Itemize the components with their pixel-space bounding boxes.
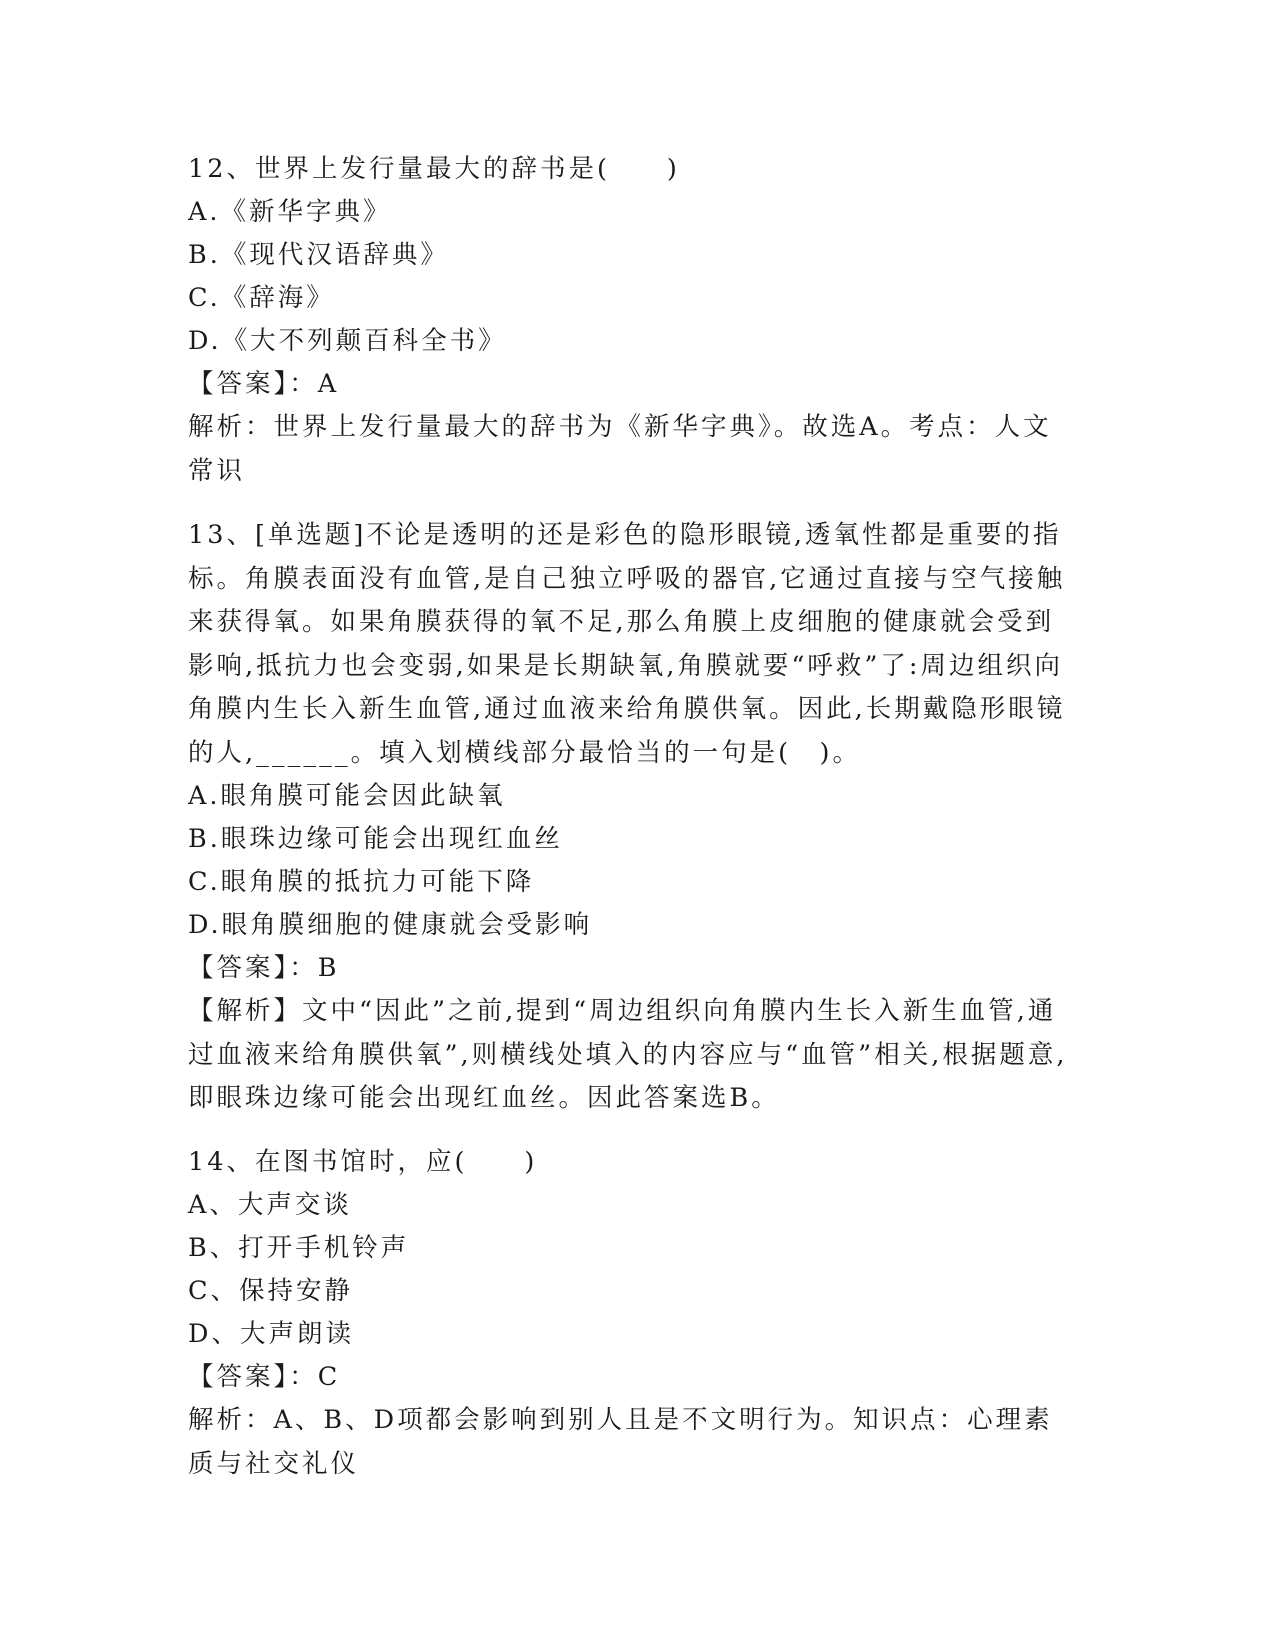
option-d: D.眼角膜细胞的健康就会受影响 [188,910,593,940]
analysis: 【解析】文中“因此”之前,提到“周边组织向角膜内生长入新生血管,通过血液来给角膜供氧”,则横线处填入的内容应与“血管”相关,根据题意,即眼珠边缘可能会出现红血丝。因此答案选B。 [188,996,1068,1113]
option-c: C.眼角膜的抵抗力可能下降 [188,867,535,897]
question-12 [188,148,1078,493]
option-c: C.《辞海》 [188,283,335,313]
option-a: A、大声交谈 [188,1190,352,1220]
question-14 [188,1141,1078,1486]
option-b: B、打开手机铃声 [188,1233,410,1263]
analysis: 解析：A、B、D项都会影响到别人且是不文明行为。知识点：心理素质与社交礼仪 [188,1405,1053,1479]
analysis: 解析：世界上发行量最大的辞书为《新华字典》。故选A。考点：人文常识 [188,412,1052,486]
answer: 【答案】：A [188,369,340,399]
question-stem: 13、[单选题]不论是透明的还是彩色的隐形眼镜,透氧性都是重要的指标。角膜表面没有血管,是自己独立呼吸的器官,它通过直接与空气接触来获得氧。如果角膜获得的氧不足,那么角膜上皮细胞的健康就会受到影响,抵抗力也会变弱,如果是长期缺氧,角膜就要“呼救”了:周边组织向角膜内生长入新生血管,通过血液来给角膜供氧。因此,长期戴隐形眼镜的人,______。填入划横线部分最恰当的一句是( )。 [188,520,1066,768]
option-b: B.《现代汉语辞典》 [188,240,449,270]
option-a: A.眼角膜可能会因此缺氧 [188,781,506,811]
option-a: A.《新华字典》 [188,197,392,227]
question-stem: 14、在图书馆时，应( ) [188,1147,538,1177]
question-stem: 12、世界上发行量最大的辞书是( ) [188,154,680,184]
question-13 [188,514,1078,1121]
answer: 【答案】：C [188,1362,341,1392]
option-d: D.《大不列颠百科全书》 [188,326,507,356]
option-d: D、大声朗读 [188,1319,354,1349]
option-c: C、保持安静 [188,1276,354,1306]
option-b: B.眼珠边缘可能会出现红血丝 [188,824,563,854]
answer: 【答案】：B [188,953,340,983]
